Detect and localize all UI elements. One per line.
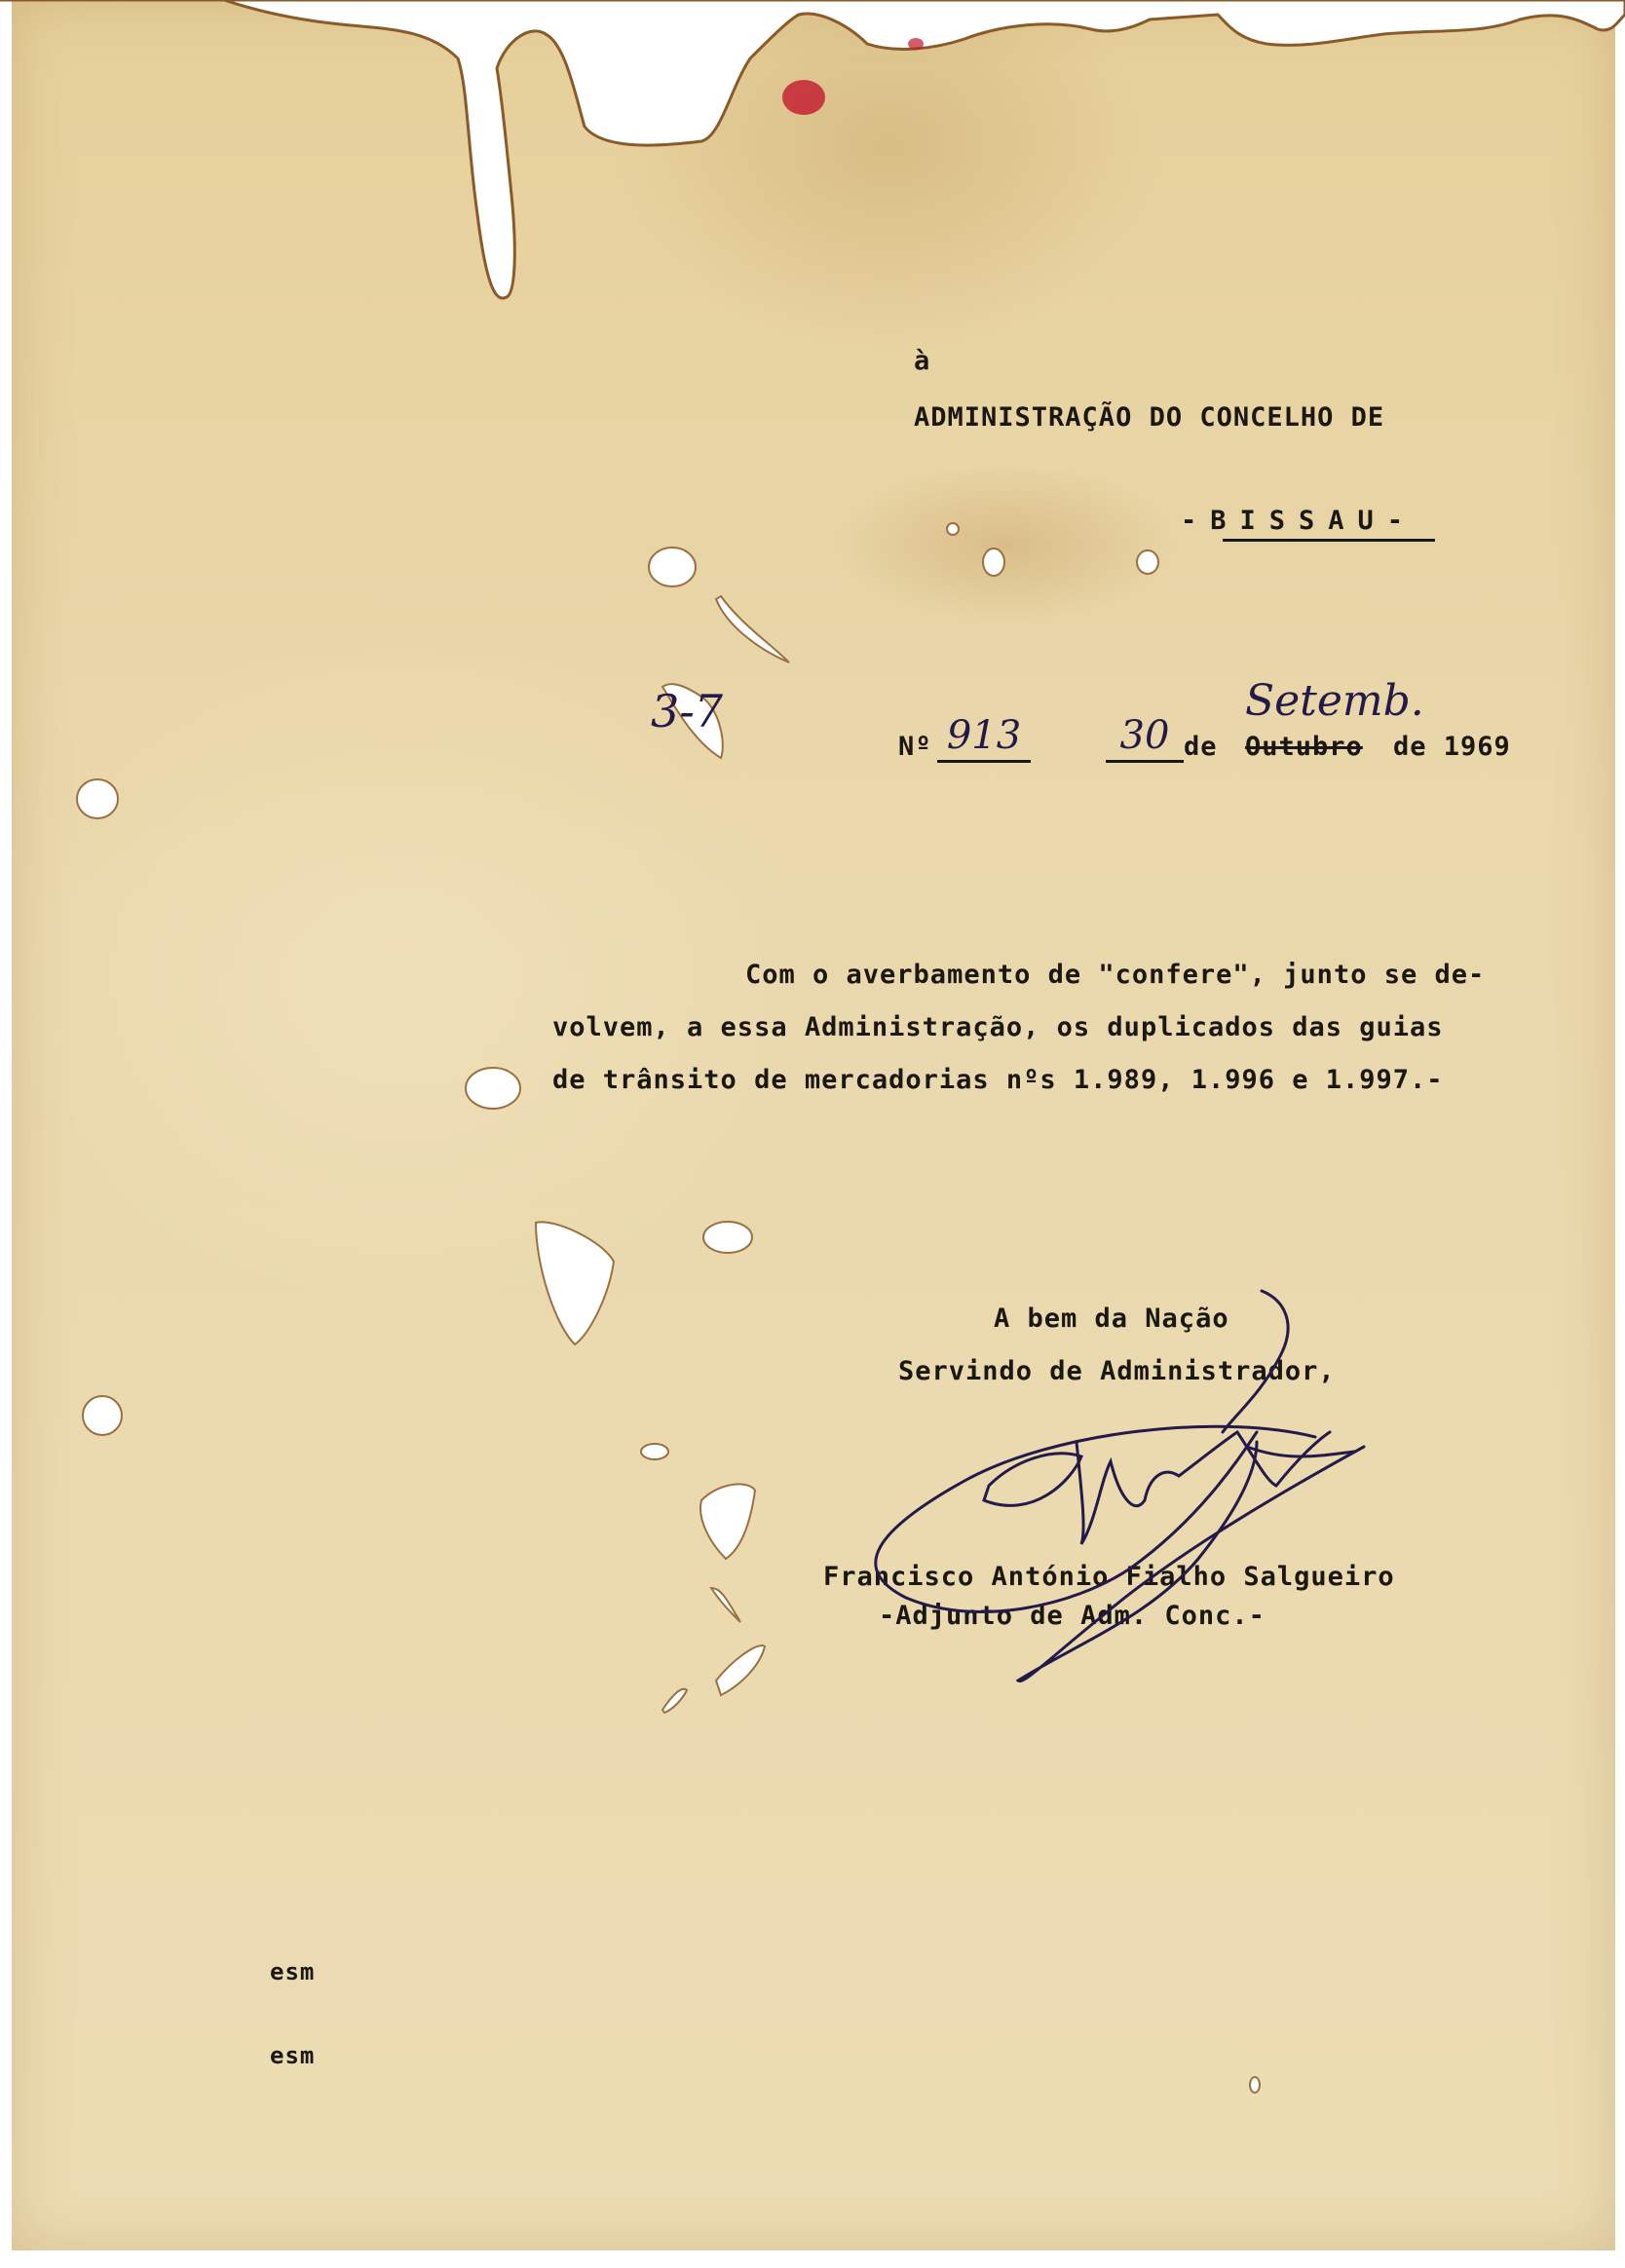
de-label: de [1184,732,1218,762]
body-line-2: volvem, a essa Administração, os duplicados das guias [552,1012,1444,1042]
reference-day: 30 [1106,713,1184,763]
body-line-1: Com o averbamento de "confere", junto se de- [745,960,1486,990]
office-heading: ADMINISTRAÇÃO DO CONCELHO DE [914,402,1385,433]
signer-title: -Adjunto de Adm. Conc.- [879,1601,1266,1631]
city-name: -BISSAU- [1181,506,1417,536]
margin-note: 3-7 [651,685,724,737]
salutation: A bem da Nação [994,1304,1229,1334]
reference-number: 913 [937,713,1031,763]
corner-mark: à [914,346,931,376]
signer-role: Servindo de Administrador, [898,1356,1336,1386]
year-text: de 1969 [1393,732,1511,762]
typist-initials-1: esm [270,1958,316,1985]
number-label: Nº [898,732,932,762]
signer-name: Francisco António Fialho Salgueiro [823,1562,1395,1592]
body-line-3: de trânsito de mercadorias nºs 1.989, 1.996 e 1.997.- [552,1065,1444,1095]
typist-initials-2: esm [270,2042,316,2069]
month-typed-struck: Outubro [1245,732,1363,762]
month-handwritten: Setemb. [1245,676,1424,726]
